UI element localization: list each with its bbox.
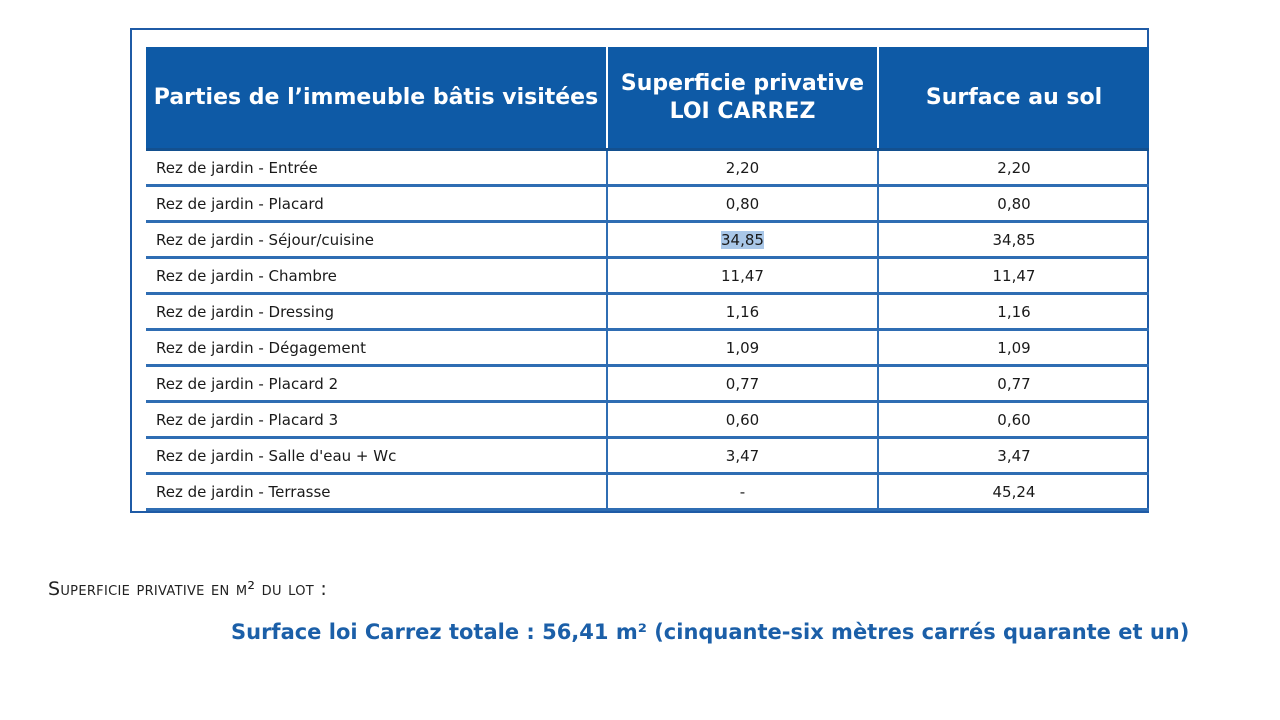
- table-row: [146, 330, 1149, 366]
- cell-piece: Rez de jardin - Terrasse: [146, 474, 607, 510]
- cell-piece: Rez de jardin - Placard: [146, 186, 607, 222]
- cell-sol: 2,20: [878, 150, 1149, 186]
- cell-sol: 1,09: [878, 330, 1149, 366]
- cell-piece: Rez de jardin - Séjour/cuisine: [146, 222, 607, 258]
- cell-sol: 0,60: [878, 402, 1149, 438]
- table-row: [146, 150, 1149, 186]
- header-parties: Parties de l’immeuble bâtis visitées: [146, 47, 607, 150]
- table-header-row: [146, 47, 1149, 150]
- cell-sol: 0,80: [878, 186, 1149, 222]
- table-row: [146, 366, 1149, 402]
- table-row: [146, 258, 1149, 294]
- document-frame: [130, 28, 1149, 513]
- selected-text[interactable]: 34,85: [721, 230, 764, 249]
- cell-carrez: 0,77: [607, 366, 878, 402]
- cell-sol: 1,16: [878, 294, 1149, 330]
- cell-piece: Rez de jardin - Chambre: [146, 258, 607, 294]
- header-superficie-carrez: Superficie privative LOI CARREZ: [607, 47, 878, 150]
- cell-sol: 11,47: [878, 258, 1149, 294]
- table-row: [146, 438, 1149, 474]
- cell-piece: Rez de jardin - Salle d'eau + Wc: [146, 438, 607, 474]
- cell-sol: 34,85: [878, 222, 1149, 258]
- cell-carrez: [607, 222, 878, 258]
- total-surface-line: Surface loi Carrez totale : 56,41 m² (cinquante-six mètres carrés quarante et un): [231, 620, 1190, 644]
- cell-sol: 3,47: [878, 438, 1149, 474]
- table-row: [146, 186, 1149, 222]
- cell-carrez: 2,20: [607, 150, 878, 186]
- cell-carrez: 0,60: [607, 402, 878, 438]
- cell-piece: Rez de jardin - Placard 2: [146, 366, 607, 402]
- cell-carrez: 1,16: [607, 294, 878, 330]
- cell-piece: Rez de jardin - Dégagement: [146, 330, 607, 366]
- table-row: [146, 474, 1149, 510]
- header-surface-sol: Surface au sol: [878, 47, 1149, 150]
- cell-carrez: 3,47: [607, 438, 878, 474]
- cell-piece: Rez de jardin - Entrée: [146, 150, 607, 186]
- table-row: [146, 294, 1149, 330]
- cell-carrez: 1,09: [607, 330, 878, 366]
- cell-carrez: -: [607, 474, 878, 510]
- surface-table: [146, 47, 1149, 511]
- section-label-superficie: Superficie privative en m² du lot :: [48, 578, 328, 600]
- table-row: [146, 222, 1149, 258]
- cell-carrez: 11,47: [607, 258, 878, 294]
- cell-sol: 45,24: [878, 474, 1149, 510]
- cell-carrez: 0,80: [607, 186, 878, 222]
- cell-piece: Rez de jardin - Placard 3: [146, 402, 607, 438]
- cell-piece: Rez de jardin - Dressing: [146, 294, 607, 330]
- table-row: [146, 402, 1149, 438]
- cell-sol: 0,77: [878, 366, 1149, 402]
